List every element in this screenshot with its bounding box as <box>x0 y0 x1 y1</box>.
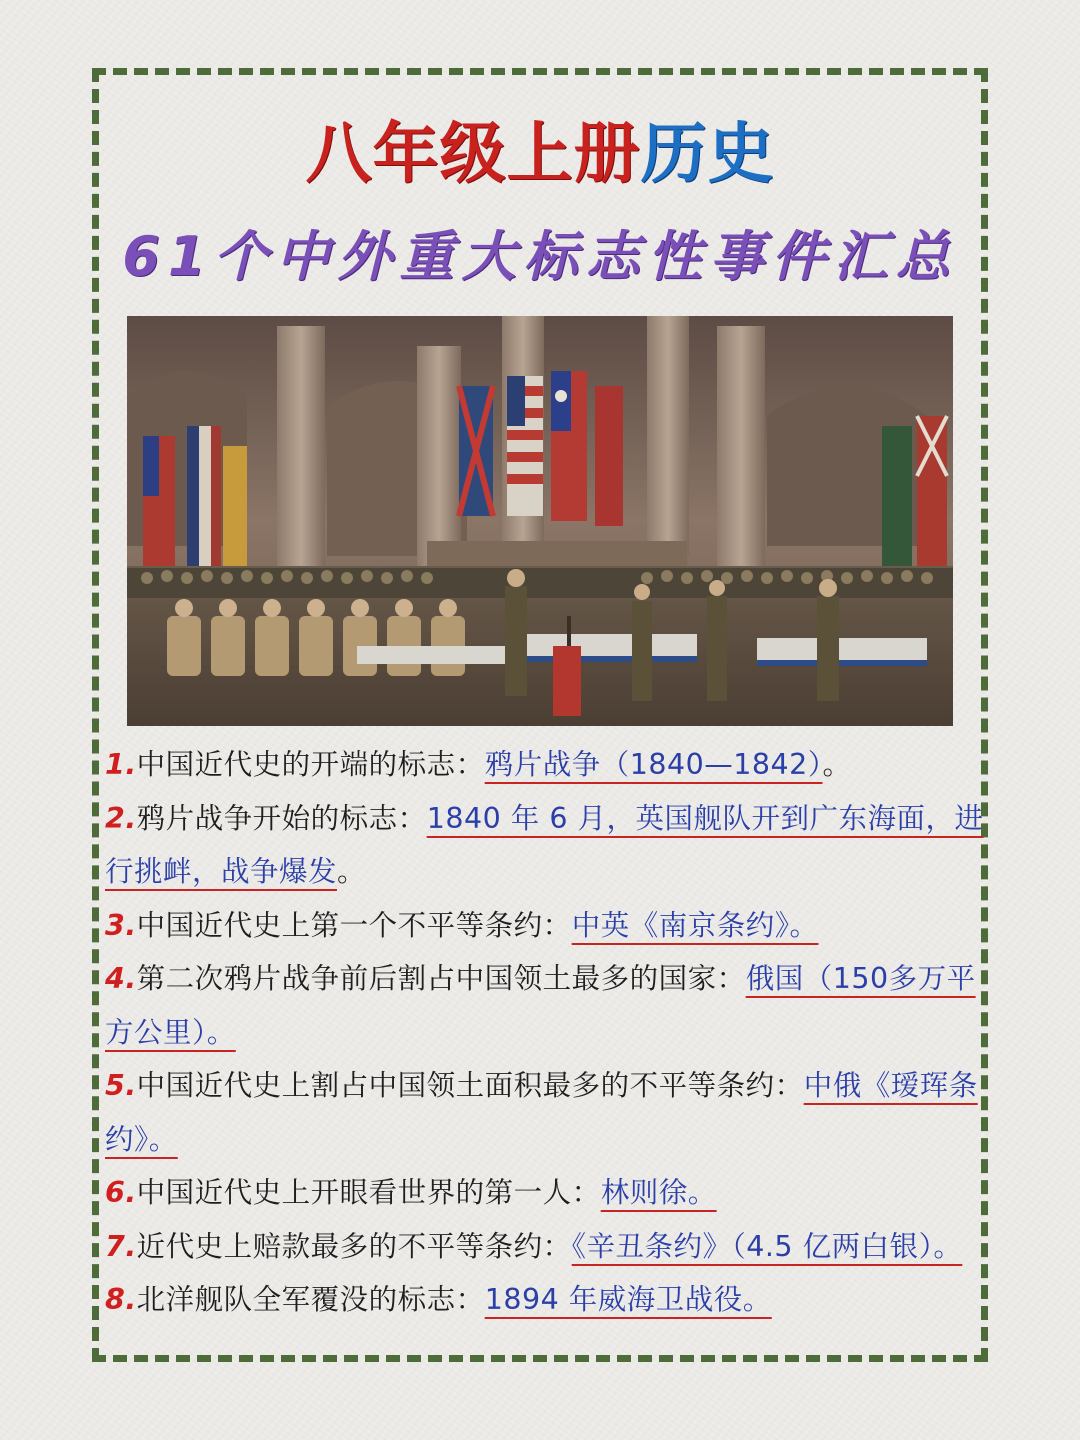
item-answer: 《辛丑条约》（4.5 亿两白银）。 <box>571 1229 963 1263</box>
item-number: 6. <box>105 1176 137 1209</box>
item-answer: 1840 年 6 月，英国舰队开到广东海面，进行挑衅，战争爆发 <box>105 801 984 888</box>
item-number: 2. <box>105 801 137 835</box>
item-tail: 。 <box>337 855 367 888</box>
surrender-ceremony-painting <box>127 316 953 726</box>
item-question: 第二次鸦片战争前后割占中国领土最多的国家： <box>136 962 746 995</box>
item-number: 3. <box>105 908 137 942</box>
item-question: 近代史上赔款最多的不平等条约： <box>136 1229 572 1263</box>
list-item <box>105 952 985 1059</box>
item-number: 7. <box>105 1229 137 1263</box>
page-title <box>0 112 1080 196</box>
list-item <box>105 1273 985 1327</box>
item-question: 中国近代史上开眼看世界的第一人： <box>136 1176 601 1209</box>
item-question: 中国近代史上割占中国领土面积最多的不平等条约： <box>136 1069 804 1102</box>
event-list <box>105 738 985 1327</box>
item-answer: 中俄《瑷珲条约》。 <box>105 1069 978 1156</box>
list-item <box>105 738 985 792</box>
item-question: 北洋舰队全军覆没的标志： <box>136 1283 485 1316</box>
item-answer: 中英《南京条约》。 <box>571 908 819 942</box>
item-answer: 林则徐。 <box>600 1176 717 1209</box>
item-number: 5. <box>105 1069 137 1102</box>
item-number: 4. <box>105 962 137 995</box>
item-number: 8. <box>105 1283 137 1316</box>
list-item <box>105 1059 985 1166</box>
page-subtitle: 61个中外重大标志性事件汇总 <box>122 225 958 288</box>
list-item <box>105 899 985 953</box>
item-question: 鸦片战争开始的标志： <box>136 801 427 835</box>
list-item <box>105 1220 985 1274</box>
item-question: 中国近代史上第一个不平等条约： <box>136 908 572 942</box>
list-item <box>105 1166 985 1220</box>
title-part-grade: 八年级上册 <box>305 115 641 192</box>
item-answer: 鸦片战争（1840—1842） <box>484 748 823 781</box>
item-answer: 1894 年威海卫战役。 <box>484 1283 772 1316</box>
list-item <box>105 792 985 899</box>
item-question: 中国近代史的开端的标志： <box>136 748 485 781</box>
item-answer: 俄国（150多万平方公里）。 <box>105 962 976 1049</box>
title-part-subject: 历史 <box>640 115 775 192</box>
item-number: 1. <box>105 748 137 781</box>
item-tail: 。 <box>822 748 852 781</box>
